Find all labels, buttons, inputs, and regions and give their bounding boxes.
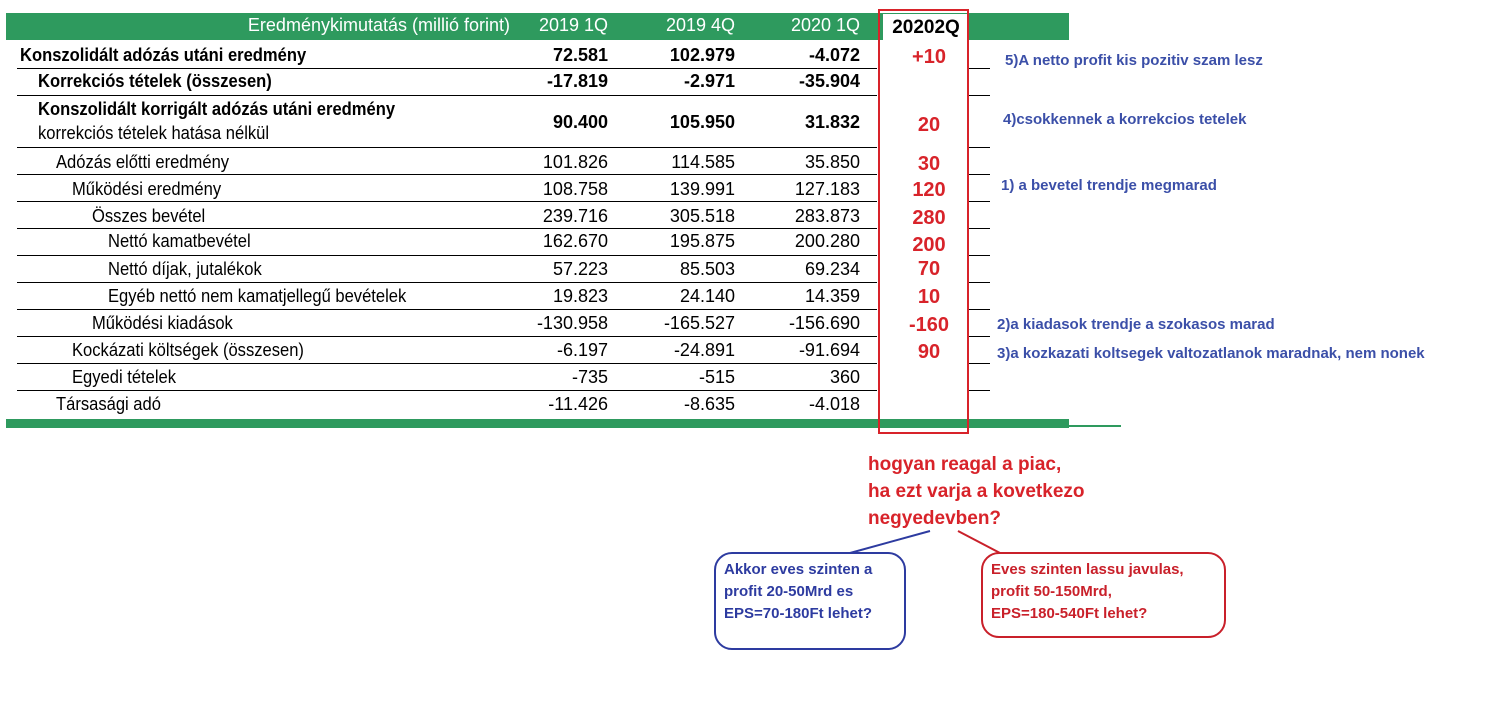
row-label: Konszolidált adózás utáni eredmény (20, 45, 307, 65)
row-divider (969, 282, 990, 283)
cell-2019-4q: 305.518 (669, 206, 735, 226)
cell-2019-1q: 101.826 (542, 152, 608, 172)
cell-2019-4q: -2.971 (683, 71, 735, 91)
annotation-note-4: 4)csokkennek a korrekcios tetelek (1003, 111, 1247, 128)
question-line: hogyan reagal a piac, (868, 454, 1062, 475)
annotation-note-5: 5)A netto profit kis pozitiv szam lesz (1005, 52, 1263, 69)
question-line: ha ezt varja a kovetkezo (868, 481, 1085, 502)
row-divider (17, 174, 877, 175)
blue-connector (850, 531, 930, 553)
row-divider (17, 363, 877, 364)
row-sublabel: korrekciós tételek hatása nélkül (38, 123, 270, 143)
annotation-note-2: 2)a kiadasok trendje a szokasos marad (997, 316, 1275, 333)
forecast-cell: 200 (912, 234, 946, 256)
cell-2019-1q: 108.758 (542, 179, 608, 199)
cell-2019-1q: 239.716 (542, 206, 608, 226)
cell-2019-1q: -6.197 (556, 340, 608, 360)
row-label: Társasági adó (56, 394, 161, 414)
column-header-2019-4q: 2019 4Q (665, 15, 735, 35)
cell-2019-4q: -8.635 (683, 394, 735, 414)
bubble-line: Akkor eves szinten a (724, 561, 873, 578)
cell-2019-4q: 195.875 (669, 231, 735, 251)
cell-2019-4q: 139.991 (669, 179, 735, 199)
row-divider (969, 336, 990, 337)
row-divider (969, 228, 990, 229)
cell-2020-1q: -4.072 (808, 45, 860, 65)
row-label: Nettó díjak, jutalékok (108, 259, 262, 279)
cell-2020-1q: -156.690 (788, 313, 860, 333)
forecast-cell: 120 (912, 179, 946, 201)
table-title: Eredménykimutatás (millió forint) (247, 15, 510, 35)
row-divider (969, 201, 990, 202)
row-divider (969, 95, 990, 96)
forecast-cell: -160 (908, 314, 950, 336)
cell-2020-1q: 69.234 (804, 259, 860, 279)
forecast-highlight-box (878, 9, 969, 434)
cell-2019-4q: -165.527 (663, 313, 735, 333)
column-header-2020-1q: 2020 1Q (790, 15, 860, 35)
row-label: Kockázati költségek (összesen) (72, 340, 304, 360)
cell-2019-4q: 102.979 (669, 45, 735, 65)
cell-2019-1q: 57.223 (552, 259, 608, 279)
cell-2020-1q: 200.280 (794, 231, 860, 251)
row-divider (17, 282, 877, 283)
scenario-bubble-optimistic (981, 552, 1226, 638)
forecast-cell: 90 (917, 341, 941, 363)
forecast-cell: 20 (917, 114, 941, 136)
forecast-cell: 280 (912, 207, 946, 229)
cell-2019-4q: 105.950 (669, 112, 735, 132)
row-divider (17, 68, 877, 69)
row-divider (17, 201, 877, 202)
row-divider (17, 336, 877, 337)
cell-2019-1q: -130.958 (536, 313, 608, 333)
bubble-line: profit 20-50Mrd es (724, 583, 854, 600)
market-question (868, 451, 1085, 532)
row-divider (17, 147, 877, 148)
table-footer-line (1069, 425, 1121, 427)
cell-2019-4q: -515 (698, 367, 735, 387)
row-label: Konszolidált korrigált adózás utáni eredmény (38, 99, 396, 119)
column-header-2019-1q: 2019 1Q (538, 15, 608, 35)
forecast-column-header: 20202Q (883, 14, 969, 40)
row-label: Működési eredmény (72, 179, 222, 199)
forecast-cell: 10 (917, 286, 941, 308)
row-divider (969, 255, 990, 256)
row-divider (969, 309, 990, 310)
annotation-note-1: 1) a bevetel trendje megmarad (1001, 177, 1217, 194)
cell-2019-1q: 19.823 (552, 286, 608, 306)
row-divider (969, 147, 990, 148)
row-divider (17, 255, 877, 256)
forecast-cell: 70 (917, 258, 941, 280)
cell-2020-1q: -91.694 (798, 340, 860, 360)
cell-2019-4q: 114.585 (671, 152, 735, 172)
row-divider (969, 174, 990, 175)
row-label: Egyéb nettó nem kamatjellegű bevételek (108, 286, 407, 306)
cell-2019-4q: 85.503 (679, 259, 735, 279)
cell-2019-1q: -735 (571, 367, 608, 387)
row-divider (969, 363, 990, 364)
cell-2019-1q: 90.400 (552, 112, 608, 132)
row-divider (17, 309, 877, 310)
annotation-note-3: 3)a kozkazati koltsegek valtozatlanok maradnak, nem nonek (997, 345, 1425, 362)
cell-2020-1q: 31.832 (804, 112, 860, 132)
cell-2020-1q: 360 (829, 367, 860, 387)
row-label: Adózás előtti eredmény (56, 152, 230, 172)
row-label: Korrekciós tételek (összesen) (38, 71, 272, 91)
cell-2020-1q: -4.018 (808, 394, 860, 414)
bubble-line: EPS=180-540Ft lehet? (991, 605, 1148, 622)
forecast-cell: 30 (917, 153, 941, 175)
row-divider (17, 390, 877, 391)
cell-2020-1q: 35.850 (804, 152, 860, 172)
question-line: negyedevben? (868, 508, 1002, 529)
cell-2019-1q: 162.670 (542, 231, 608, 251)
cell-2019-4q: -24.891 (673, 340, 735, 360)
row-label: Egyedi tételek (72, 367, 177, 387)
cell-2019-1q: -17.819 (546, 71, 608, 91)
cell-2020-1q: -35.904 (798, 71, 860, 91)
cell-2019-1q: 72.581 (552, 45, 608, 65)
bubble-line: profit 50-150Mrd, (991, 583, 1112, 600)
row-divider (969, 390, 990, 391)
cell-2020-1q: 283.873 (794, 206, 860, 226)
row-label: Összes bevétel (92, 206, 206, 226)
row-divider (17, 95, 877, 96)
cell-2019-4q: 24.140 (679, 286, 735, 306)
scenario-bubble-pessimistic (714, 552, 906, 650)
row-label: Nettó kamatbevétel (108, 231, 251, 251)
row-divider (969, 68, 990, 69)
row-label: Működési kiadások (92, 313, 233, 333)
forecast-cell: +10 (912, 46, 946, 68)
bubble-line: Eves szinten lassu javulas, (991, 561, 1184, 578)
cell-2019-1q: -11.426 (548, 394, 608, 414)
row-divider (17, 228, 877, 229)
cell-2020-1q: 127.183 (794, 179, 860, 199)
red-connector (958, 531, 1000, 553)
cell-2020-1q: 14.359 (804, 286, 860, 306)
bubble-line: EPS=70-180Ft lehet? (724, 605, 872, 622)
